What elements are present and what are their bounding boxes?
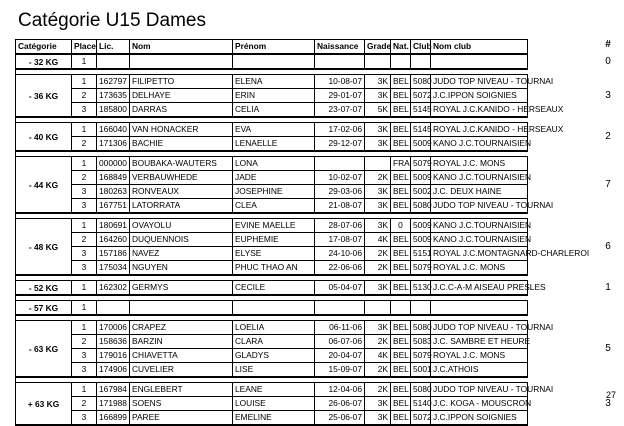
table-row [16, 137, 532, 152]
cell-nom-club: J.C. KOGA - MOUSCRON [431, 397, 528, 411]
cell-nom-club: JUDO TOP NIVEAU - TOURNAI [431, 321, 528, 335]
cell-club: 5002 [411, 185, 431, 199]
header-lic: Lic. [97, 40, 130, 53]
cell-nom-club: JUDO TOP NIVEAU - TOURNAI [431, 75, 528, 89]
cell-nom-club [431, 301, 528, 315]
cell-prenom: JADE [233, 171, 315, 185]
cell-naissance: 06-11-06 [315, 321, 365, 335]
cell-nat [391, 301, 411, 315]
cell-prenom: GLADYS [233, 349, 315, 363]
cell-naissance [315, 55, 365, 69]
cell-place: 2 [72, 397, 97, 411]
cell-lic: 171306 [97, 137, 130, 151]
category-label: - 32 KG [16, 55, 72, 70]
cell-nom-club: J.C.IPPON SOIGNIES [431, 89, 528, 103]
cell-naissance: 29-03-06 [315, 185, 365, 199]
cell-grade: 3K [365, 89, 391, 103]
header-nom-club: Nom club [431, 40, 528, 53]
header-naissance: Naissance [315, 40, 365, 53]
cell-grade [365, 301, 391, 315]
cell-club: 5079 [411, 261, 431, 275]
category-label: - 36 KG [16, 75, 72, 118]
table-row [16, 321, 554, 335]
cell-place: 2 [72, 233, 97, 247]
table-row [16, 123, 564, 137]
cell-place: 2 [72, 171, 97, 185]
cell-nom-club: J.C. DEUX HAINE [431, 185, 528, 199]
table-row [16, 349, 528, 363]
cell-naissance: 06-07-06 [315, 335, 365, 349]
table-row [16, 75, 554, 89]
cell-club: 5140 [411, 397, 431, 411]
cell-nom: DARRAS [130, 103, 233, 117]
cell-place: 1 [72, 383, 97, 397]
cell-club: 5080 [411, 321, 431, 335]
cell-nat: BEL [391, 103, 411, 117]
cell-prenom: CECILE [233, 281, 315, 295]
cell-place: 3 [72, 103, 97, 117]
cell-lic: 167751 [97, 199, 130, 213]
cell-club [411, 301, 431, 315]
category-label: + 63 KG [16, 383, 72, 426]
cell-lic: 174906 [97, 363, 130, 377]
cell-prenom: LOELIA [233, 321, 315, 335]
cell-lic: 162797 [97, 75, 130, 89]
cell-lic: 157186 [97, 247, 130, 261]
cell-lic: 170006 [97, 321, 130, 335]
cell-grade: 3K [365, 281, 391, 295]
table-row [16, 55, 528, 70]
header-nat: Nat. [391, 40, 411, 53]
cell-place: 1 [72, 281, 97, 295]
cell-prenom: CLEA [233, 199, 315, 213]
cell-nat: BEL [391, 411, 411, 425]
table-row [16, 219, 532, 233]
weight-group [16, 383, 554, 426]
cell-nom-club: KANO J.C.TOURNAISIEN [431, 219, 528, 233]
header-prenom: Prénom [233, 40, 315, 53]
category-label: - 48 KG [16, 219, 72, 276]
weight-group [16, 123, 564, 152]
cell-club: 5009 [411, 171, 431, 185]
cell-place: 1 [72, 55, 97, 69]
cell-nom-club: ROYAL J.C. MONS [431, 349, 528, 363]
cell-place: 3 [72, 363, 97, 377]
cell-lic: 185800 [97, 103, 130, 117]
table-header [16, 40, 528, 55]
cell-naissance: 05-04-07 [315, 281, 365, 295]
group-count: 1 [605, 281, 611, 293]
cell-nat: BEL [391, 185, 411, 199]
cell-nat: BEL [391, 171, 411, 185]
cell-nat: FRA [391, 157, 411, 171]
cell-prenom: EUPHEMIE [233, 233, 315, 247]
cell-nom: DUQUENNOIS [130, 233, 233, 247]
cell-prenom: EVA [233, 123, 315, 137]
cell-grade: 3K [365, 75, 391, 89]
header-place: Place [74, 41, 96, 51]
cell-nom-club: J.C.IPPON SOIGNIES [431, 411, 528, 425]
cell-nat: 0 [391, 219, 411, 233]
table-row [16, 103, 564, 118]
cell-nat: BEL [391, 397, 411, 411]
cell-nat: BEL [391, 383, 411, 397]
cell-nom: DELHAYE [130, 89, 233, 103]
header-club: Club [413, 41, 432, 51]
cell-nom: VERBAUWHEDE [130, 171, 233, 185]
cell-naissance: 22-06-06 [315, 261, 365, 275]
cell-grade: 2K [365, 363, 391, 377]
cell-nom-club: ROYAL J.C. MONS [431, 157, 528, 171]
cell-nom: PAREE [130, 411, 233, 425]
table-row [16, 335, 531, 349]
cell-place: 3 [72, 185, 97, 199]
cell-nom: ENGLEBERT [130, 383, 233, 397]
cell-prenom: EVINE MAELLE [233, 219, 315, 233]
cell-naissance: 24-10-06 [315, 247, 365, 261]
cell-nom-club: ROYAL J.C.MONTAGNARD-CHARLEROI [431, 247, 528, 261]
cell-naissance: 17-08-07 [315, 233, 365, 247]
table-row [16, 185, 528, 199]
cell-club: 5001 [411, 363, 431, 377]
cell-grade: 3K [365, 137, 391, 151]
cell-prenom: LEANE [233, 383, 315, 397]
category-label: - 63 KG [16, 321, 72, 378]
cell-nom-club: ROYAL J.C.KANIDO - HERSEAUX [431, 123, 528, 137]
cell-naissance: 12-04-06 [315, 383, 365, 397]
cell-club: 5145 [411, 123, 431, 137]
cell-naissance: 21-08-07 [315, 199, 365, 213]
cell-club: 5072 [411, 411, 431, 425]
cell-nom: BACHIE [130, 137, 233, 151]
cell-place: 3 [72, 261, 97, 275]
cell-grade: 5K [365, 103, 391, 117]
cell-grade: 3K [365, 411, 391, 425]
cell-nom: CRAPEZ [130, 321, 233, 335]
table-row [16, 397, 532, 411]
table-row [16, 233, 532, 247]
cell-lic: 173635 [97, 89, 130, 103]
cell-nom-club: KANO J.C.TOURNAISIEN [431, 137, 528, 151]
cell-nom: CHIAVETTA [130, 349, 233, 363]
table-row [16, 261, 528, 276]
weight-group [16, 281, 546, 296]
cell-prenom: LENAELLE [233, 137, 315, 151]
cell-naissance [315, 301, 365, 315]
cell-nat: BEL [391, 199, 411, 213]
cell-nom [130, 55, 233, 69]
cell-place: 1 [72, 157, 97, 171]
table-row [16, 411, 528, 426]
cell-place: 3 [72, 411, 97, 425]
cell-nom: LATORRATA [130, 199, 233, 213]
cell-place: 2 [72, 335, 97, 349]
cell-club: 5151 [411, 247, 431, 261]
cell-grade: 3K [365, 321, 391, 335]
cell-prenom: LONA [233, 157, 315, 171]
cell-lic: 158636 [97, 335, 130, 349]
cell-prenom: CLARA [233, 335, 315, 349]
cell-naissance: 10-08-07 [315, 75, 365, 89]
cell-nat: BEL [391, 233, 411, 247]
cell-naissance: 10-02-07 [315, 171, 365, 185]
group-count: 7 [605, 178, 611, 190]
cell-place: 3 [72, 247, 97, 261]
cell-club [411, 55, 431, 69]
cell-lic: 175034 [97, 261, 130, 275]
cell-nat: BEL [391, 261, 411, 275]
table-row [16, 383, 554, 397]
cell-club: 5080 [411, 383, 431, 397]
cell-nom: OVAYOLU [130, 219, 233, 233]
cell-lic: 180263 [97, 185, 130, 199]
table-row [16, 157, 528, 171]
cell-naissance: 29-01-07 [315, 89, 365, 103]
group-count: 3 [605, 89, 611, 101]
cell-lic: 179016 [97, 349, 130, 363]
cell-naissance: 20-04-07 [315, 349, 365, 363]
results-table [15, 39, 590, 426]
cell-club: 5072 [411, 89, 431, 103]
cell-club: 5083 [411, 335, 431, 349]
cell-club: 5080 [411, 75, 431, 89]
cell-lic: 166040 [97, 123, 130, 137]
cell-nat: BEL [391, 321, 411, 335]
cell-nom: RONVEAUX [130, 185, 233, 199]
cell-lic: 164260 [97, 233, 130, 247]
cell-prenom: ELYSE [233, 247, 315, 261]
cell-place: 1 [72, 301, 97, 315]
cell-naissance: 26-06-07 [315, 397, 365, 411]
cell-nat [391, 55, 411, 69]
category-label: - 57 KG [16, 301, 72, 316]
cell-grade: 3K [365, 397, 391, 411]
header-nom: Nom [130, 40, 233, 53]
cell-place: 1 [72, 321, 97, 335]
table-row [16, 301, 528, 316]
cell-prenom: CELIA [233, 103, 315, 117]
group-count: 0 [605, 55, 611, 67]
cell-lic: 168849 [97, 171, 130, 185]
table-row [16, 247, 590, 261]
cell-grade: 3K [365, 123, 391, 137]
page-number: 27 [605, 390, 616, 400]
cell-naissance: 15-09-07 [315, 363, 365, 377]
weight-group [16, 75, 564, 118]
cell-prenom: EMELINE [233, 411, 315, 425]
cell-nom: FILIPETTO [130, 75, 233, 89]
cell-grade: 3K [365, 199, 391, 213]
group-count: 5 [605, 342, 611, 354]
cell-lic: 167984 [97, 383, 130, 397]
cell-lic: 180691 [97, 219, 130, 233]
weight-group [16, 55, 528, 70]
cell-nom: BOUBAKA-WAUTERS [130, 157, 233, 171]
cell-nom-club: J.C.C-A-M AISEAU PRESLES [431, 281, 528, 295]
cell-nat: BEL [391, 363, 411, 377]
cell-grade: 3K [365, 219, 391, 233]
weight-group [16, 301, 528, 316]
cell-nom: GERMYS [130, 281, 233, 295]
cell-place: 2 [72, 89, 97, 103]
cell-nom: CUVELIER [130, 363, 233, 377]
cell-place: 1 [72, 123, 97, 137]
cell-nat: BEL [391, 281, 411, 295]
cell-grade [365, 55, 391, 69]
category-label: - 40 KG [16, 123, 72, 152]
cell-prenom: PHUC THAO AN [233, 261, 315, 275]
cell-nat: BEL [391, 89, 411, 103]
cell-place: 1 [72, 219, 97, 233]
cell-grade [365, 157, 391, 171]
cell-nat: BEL [391, 137, 411, 151]
cell-naissance [315, 157, 365, 171]
cell-nom: NGUYEN [130, 261, 233, 275]
table-row [16, 199, 554, 214]
weight-group [16, 219, 590, 276]
table-row [16, 363, 528, 378]
cell-club: 5079 [411, 349, 431, 363]
cell-naissance: 29-12-07 [315, 137, 365, 151]
cell-club: 5009 [411, 219, 431, 233]
cell-lic: 000000 [97, 157, 130, 171]
cell-grade: 2K [365, 261, 391, 275]
cell-nom-club: J.C. SAMBRE ET HEURE [431, 335, 528, 349]
category-label: - 52 KG [16, 281, 72, 296]
cell-club: 5079 [411, 157, 431, 171]
table-row [16, 281, 546, 296]
cell-prenom [233, 301, 315, 315]
cell-nom-club [431, 55, 528, 69]
cell-place: 2 [72, 137, 97, 151]
table-row [16, 171, 532, 185]
cell-lic: 171988 [97, 397, 130, 411]
cell-grade: 2K [365, 335, 391, 349]
cell-lic: 166899 [97, 411, 130, 425]
cell-prenom: ELENA [233, 75, 315, 89]
cell-nom-club: J.C.ATHOIS [431, 363, 528, 377]
cell-nom: VAN HONACKER [130, 123, 233, 137]
cell-nom-club: ROYAL J.C. MONS [431, 261, 528, 275]
cell-nom [130, 301, 233, 315]
cell-lic: 162302 [97, 281, 130, 295]
cell-nom-club: KANO J.C.TOURNAISIEN [431, 233, 528, 247]
cell-grade: 2K [365, 383, 391, 397]
cell-naissance: 28-07-06 [315, 219, 365, 233]
group-count: 3 [605, 397, 611, 409]
cell-nom-club: JUDO TOP NIVEAU - TOURNAI [431, 199, 528, 213]
cell-nom-club: JUDO TOP NIVEAU - TOURNAI [431, 383, 528, 397]
cell-grade: 4K [365, 233, 391, 247]
table-row [16, 89, 528, 103]
cell-prenom: ERIN [233, 89, 315, 103]
cell-nat: BEL [391, 123, 411, 137]
header-count: # [605, 39, 611, 50]
cell-nom: BARZIN [130, 335, 233, 349]
cell-grade: 2K [365, 247, 391, 261]
cell-club: 5080 [411, 199, 431, 213]
cell-prenom: JOSEPHINE [233, 185, 315, 199]
cell-place: 3 [72, 349, 97, 363]
cell-club: 5130 [411, 281, 431, 295]
group-count: 2 [605, 130, 611, 142]
cell-grade: 4K [365, 349, 391, 363]
cell-place: 1 [72, 75, 97, 89]
weight-group [16, 157, 554, 214]
weight-group [16, 321, 554, 378]
header-categorie: Catégorie [16, 40, 72, 53]
cell-place: 3 [72, 199, 97, 213]
cell-prenom [233, 55, 315, 69]
cell-nat: BEL [391, 75, 411, 89]
cell-nom-club: ROYAL J.C.KANIDO - HERSEAUX [431, 103, 528, 117]
cell-lic [97, 301, 130, 315]
page-title: Catégorie U15 Dames [18, 10, 206, 31]
cell-nat: BEL [391, 335, 411, 349]
cell-prenom: LOUISE [233, 397, 315, 411]
cell-lic [97, 55, 130, 69]
header-grade: Grade [367, 41, 392, 51]
cell-nom: NAVEZ [130, 247, 233, 261]
cell-nom-club: KANO J.C.TOURNAISIEN [431, 171, 528, 185]
cell-grade: 2K [365, 171, 391, 185]
cell-nat: BEL [391, 247, 411, 261]
cell-club: 5145 [411, 103, 431, 117]
cell-club: 5009 [411, 137, 431, 151]
category-label: - 44 KG [16, 157, 72, 214]
cell-nat: BEL [391, 349, 411, 363]
cell-naissance: 17-02-06 [315, 123, 365, 137]
cell-club: 5009 [411, 233, 431, 247]
cell-nom: SOENS [130, 397, 233, 411]
cell-grade: 3K [365, 185, 391, 199]
group-count: 6 [605, 240, 611, 252]
cell-naissance: 23-07-07 [315, 103, 365, 117]
cell-naissance: 25-06-07 [315, 411, 365, 425]
cell-prenom: LISE [233, 363, 315, 377]
